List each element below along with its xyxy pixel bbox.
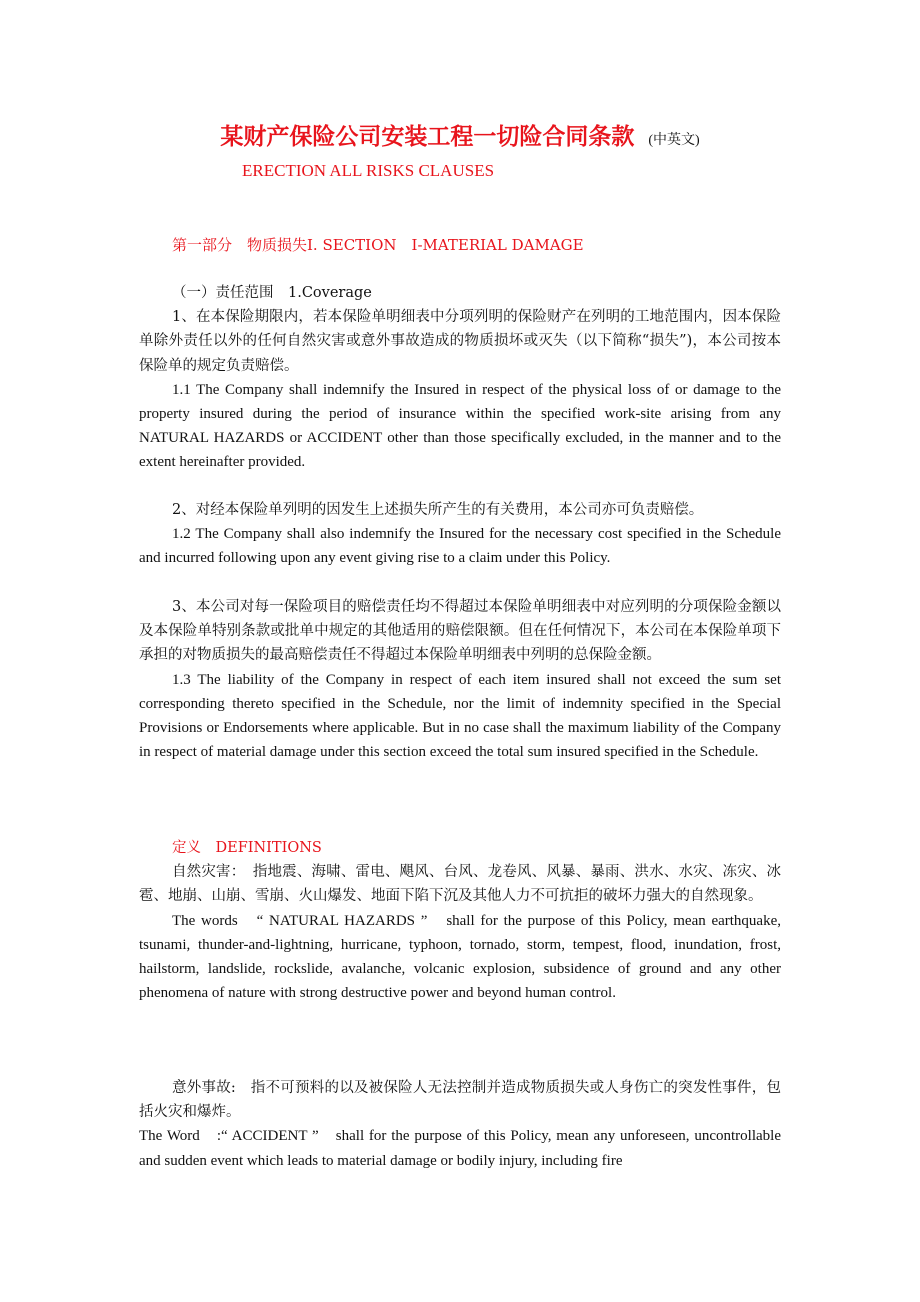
accident-definition: 指不可预料的以及被保险人无法控制并造成物质损失或人身伤亡的突发性事件，包括火灾和爆炸。 [139, 1080, 781, 1121]
coverage-heading: （一）责任范围 1.Coverage [172, 285, 372, 301]
natural-hazards-definition: 指地震、海啸、雷电、飓风、台风、龙卷风、风暴、暴雨、洪水、水灾、冻灾、冰雹、地崩、山崩、雪崩、火山爆发、地面下陷下沉及其他人力不可抗拒的破坏力强大的自然现象。 [139, 864, 782, 905]
coverage-item2-en: 1.2 The Company shall also indemnify the Insured for the necessary cost specified in the Schedule and incurred following upon any event giving rise to a claim under this Policy. [139, 526, 781, 567]
accident-label: 意外事故: [172, 1080, 236, 1096]
definitions-block [139, 836, 781, 1005]
coverage-item3-en: 1.3 The liability of the Company in respect of each item insured shall not exceed the sum set corresponding thereto specified in the Schedule, nor the limit of indemnity specified in the Special Provisions or Endorsements where applicable. But in no case shall the maximum liability of the Company in respect of material damage under this section exceed the total sum insured specified in the Schedule. [139, 671, 781, 761]
accident-block [139, 1076, 781, 1173]
document-title [0, 118, 920, 151]
title-language-note: (中英文) [648, 133, 700, 148]
natural-hazards-label: 自然灾害： [172, 864, 239, 881]
coverage-item1-en: 1.1 The Company shall indemnify the Insured in respect of the physical loss of or damage to the property insured during the period of insurance within the specified work-site arising from any NATURAL HAZARDS or ACCIDENT other than those specifically excluded, in the manner and to the extent hereinafter provided. [139, 381, 781, 471]
coverage-item1-cn: 1、在本保险期限内，若本保险单明细表中分项列明的保险财产在列明的工地范围内，因本保险单除外责任以外的任何自然灾害或意外事故造成的物质损坏或灭失（以下简称“损失”)，本公司按本保险单的规定负责赔偿。 [139, 309, 781, 374]
title-main: 某财产保险公司安装工程一切险合同条款 [220, 123, 635, 150]
section-heading: 第一部分 物质损失Ⅰ. SECTION Ⅰ-MATERIAL DAMAGE [172, 236, 584, 254]
coverage-block [139, 281, 781, 475]
coverage-item2-block [139, 498, 781, 571]
accident-en: The Word :“ ACCIDENT ” shall for the purpose of this Policy, mean any unforeseen, uncontrollable and sudden event which leads to material damage or bodily injury, including fire [139, 1128, 781, 1169]
natural-hazards-cn [139, 860, 781, 908]
coverage-item3-cn: 3、本公司对每一保险项目的赔偿责任均不得超过本保险单明细表中对应列明的分项保险金额以及本保险单特别条款或批单中规定的其他适用的赔偿限额。但在任何情况下，本公司在本保险单项下承担的对物质损失的最高赔偿责任不得超过本保险单明细表中列明的总保险金额。 [139, 599, 781, 664]
definitions-heading: 定义 DEFINITIONS [172, 840, 322, 856]
title-english: ERECTION ALL RISKS CLAUSES [242, 161, 495, 180]
coverage-item3-block [139, 595, 781, 764]
accident-cn [139, 1076, 781, 1124]
coverage-item2-cn: 2、对经本保险单列明的因发生上述损失所产生的有关费用，本公司亦可负责赔偿。 [172, 502, 704, 518]
natural-hazards-en: The words “ NATURAL HAZARDS ” shall for the purpose of this Policy, mean earthquake, tsunami, thunder-and-lightning, hurricane, typhoon, tornado, storm, tempest, flood, inundation, frost, hailstorm, landslide, rockslide, avalanche, volcanic explosion, subsidence of ground and any other phenomena of nature with strong destructive power and beyond human control. [139, 912, 781, 1002]
